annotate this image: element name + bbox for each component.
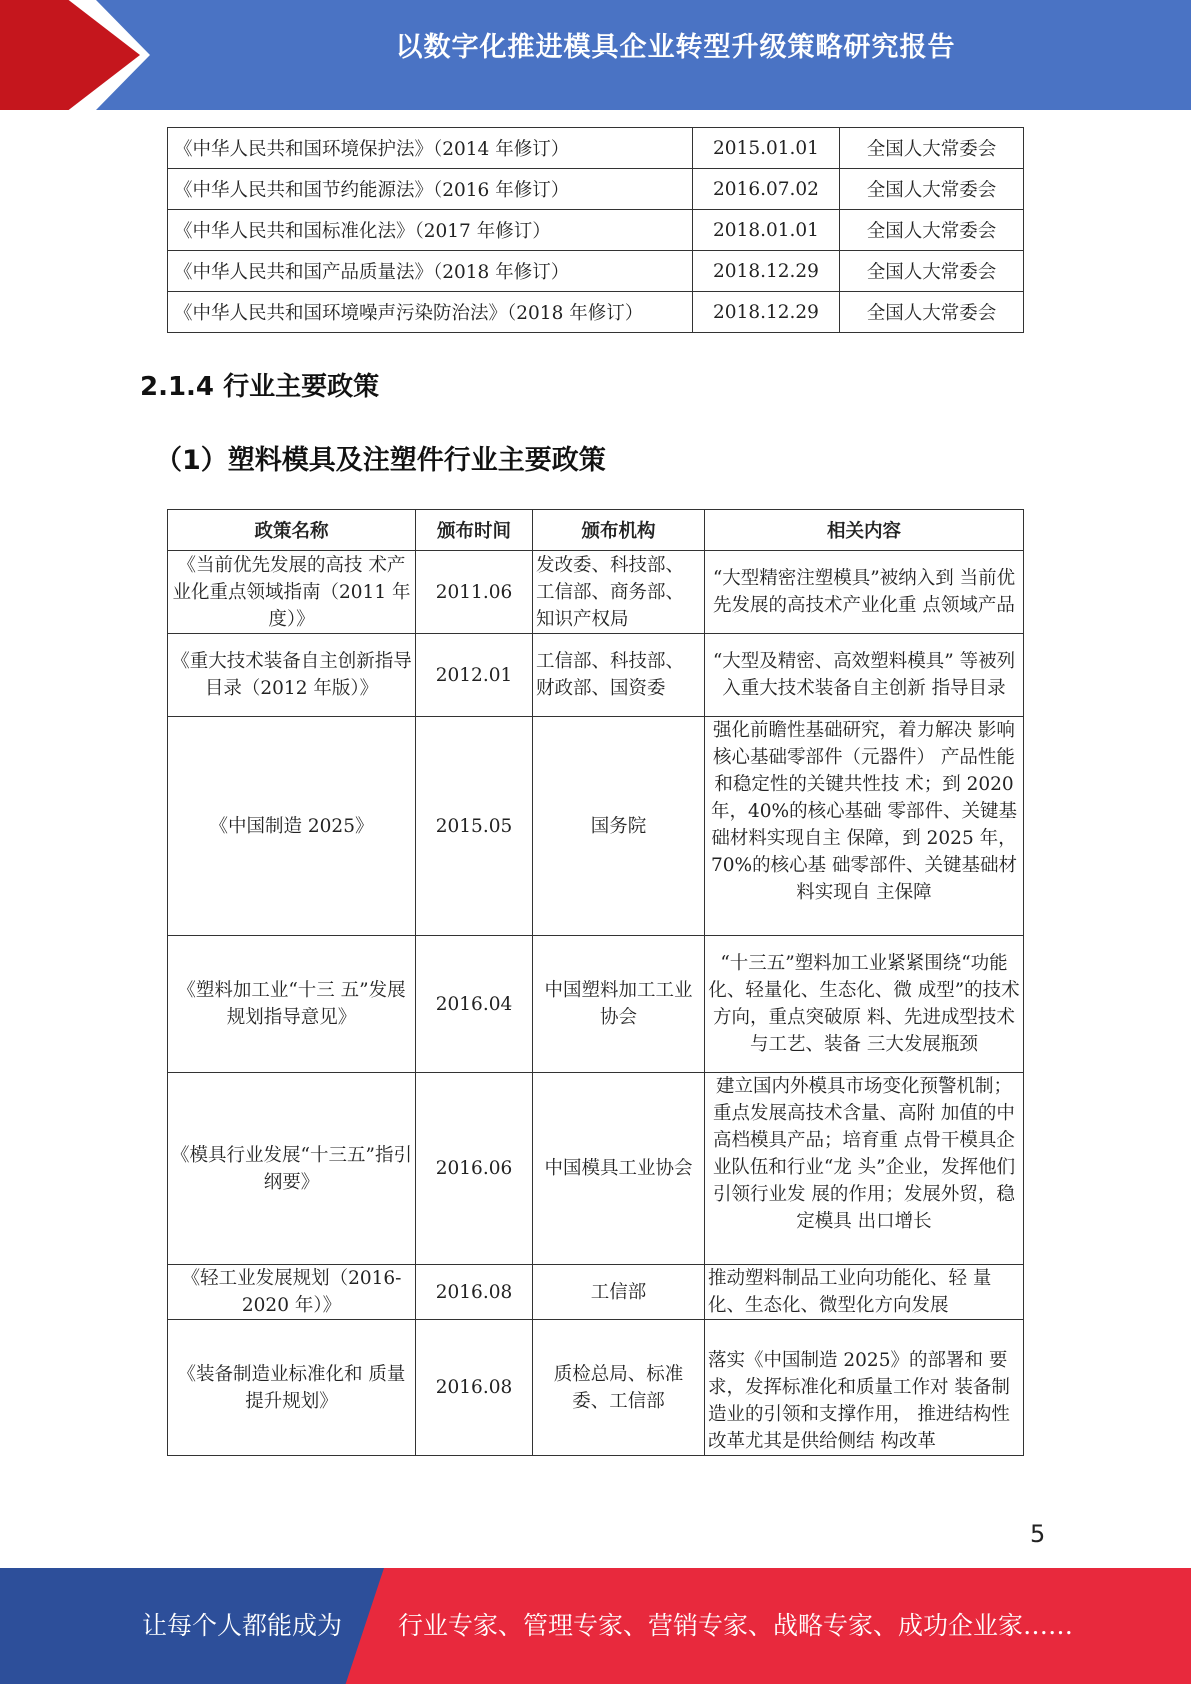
policy-time: 2016.08 [416, 1265, 533, 1320]
policy-time: 2016.04 [416, 936, 533, 1073]
policy-time: 2011.06 [416, 551, 533, 634]
section-heading: 2.1.4 行业主要政策 [140, 372, 380, 402]
policy-name: 《当前优先发展的高技 术产业化重点领域指南（2011 年度）》 [168, 551, 416, 634]
header-issuing-org: 颁布机构 [533, 510, 705, 551]
law-name: 《中华人民共和国环境保护法》（2014 年修订） [168, 128, 693, 169]
law-name: 《中华人民共和国产品质量法》（2018 年修订） [168, 251, 693, 292]
header-issue-time: 颁布时间 [416, 510, 533, 551]
policy-org: 质检总局、标准委、工信部 [533, 1320, 705, 1456]
policy-name: 《模具行业发展“十三五”指引纲要》 [168, 1073, 416, 1265]
law-date: 2018.12.29 [693, 292, 840, 333]
policy-content: “十三五”塑料加工业紧紧围绕“功能化、轻量化、生态化、微 成型”的技术方向，重点突破原 料、先进成型技术与工艺、装备 三大发展瓶颈 [705, 936, 1024, 1073]
law-name: 《中华人民共和国标准化法》（2017 年修订） [168, 210, 693, 251]
table-row [168, 936, 1024, 1073]
policy-name: 《轻工业发展规划（2016-2020 年）》 [168, 1265, 416, 1320]
table-header-row [168, 510, 1024, 551]
policy-org: 工信部 [533, 1265, 705, 1320]
policy-org: 中国模具工业协会 [533, 1073, 705, 1265]
law-date: 2015.01.01 [693, 128, 840, 169]
policy-org: 发改委、科技部、工信部、商务部、知识产权局 [533, 551, 705, 634]
header-arrow [0, 0, 140, 110]
policy-time: 2015.05 [416, 717, 533, 936]
table-row [168, 717, 1024, 936]
footer-slogan-right: 行业专家、管理专家、营销专家、战略专家、成功企业家…… [398, 1611, 1074, 1640]
table-row [168, 1073, 1024, 1265]
policy-org: 工信部、科技部、财政部、国资委 [533, 634, 705, 717]
table-row [168, 1320, 1024, 1456]
law-date: 2016.07.02 [693, 169, 840, 210]
page-header [0, 0, 1191, 110]
footer-slogan-left: 让每个人都能成为 [142, 1611, 343, 1640]
header-policy-name: 政策名称 [168, 510, 416, 551]
law-org: 全国人大常委会 [840, 128, 1024, 169]
page-footer [0, 1568, 1191, 1684]
page-number: 5 [1030, 1520, 1046, 1548]
policy-name: 《塑料加工业“十三 五”发展规划指导意见》 [168, 936, 416, 1073]
table-row [168, 210, 1024, 251]
policy-content: 强化前瞻性基础研究，着力解决 影响核心基础零部件（元器件） 产品性能和稳定性的关键共性技 术；到 2020 年，40%的核心基础 零部件、关键基础材料实现自主 保障，到 2025 年，70%的核心基 础零部件、关键基础材料实现自 主保障 [705, 717, 1024, 936]
table-row [168, 551, 1024, 634]
policy-time: 2016.06 [416, 1073, 533, 1265]
policy-content: 落实《中国制造 2025》的部署和 要求，发挥标准化和质量工作对 装备制造业的引领和支撑作用， 推进结构性改革尤其是供给侧结 构改革 [705, 1320, 1024, 1456]
policy-name: 《重大技术装备自主创新指导目录（2012 年版）》 [168, 634, 416, 717]
law-name: 《中华人民共和国环境噪声污染防治法》（2018 年修订） [168, 292, 693, 333]
policy-org: 中国塑料加工工业协会 [533, 936, 705, 1073]
policy-table [167, 509, 1024, 1456]
policy-name: 《装备制造业标准化和 质量提升规划》 [168, 1320, 416, 1456]
law-name: 《中华人民共和国节约能源法》（2016 年修订） [168, 169, 693, 210]
law-date: 2018.01.01 [693, 210, 840, 251]
table-row [168, 128, 1024, 169]
header-related-content: 相关内容 [705, 510, 1024, 551]
policy-content: 建立国内外模具市场变化预警机制；重点发展高技术含量、高附 加值的中高档模具产品；培育重 点骨干模具企业队伍和行业“龙 头”企业，发挥他们引领行业发 展的作用；发展外贸，稳定模具 出口增长 [705, 1073, 1024, 1265]
law-org: 全国人大常委会 [840, 292, 1024, 333]
policy-time: 2016.08 [416, 1320, 533, 1456]
table-row [168, 251, 1024, 292]
law-org: 全国人大常委会 [840, 169, 1024, 210]
policy-content: “大型及精密、高效塑料模具” 等被列入重大技术装备自主创新 指导目录 [705, 634, 1024, 717]
policy-time: 2012.01 [416, 634, 533, 717]
law-date: 2018.12.29 [693, 251, 840, 292]
subsection-heading: （1）塑料模具及注塑件行业主要政策 [155, 445, 606, 476]
table-row [168, 169, 1024, 210]
law-org: 全国人大常委会 [840, 251, 1024, 292]
table-row [168, 1265, 1024, 1320]
table-row [168, 634, 1024, 717]
policy-name: 《中国制造 2025》 [168, 717, 416, 936]
law-table [167, 127, 1024, 333]
policy-content: 推动塑料制品工业向功能化、轻 量化、生态化、微型化方向发展 [705, 1265, 1024, 1320]
report-title: 以数字化推进模具企业转型升级策略研究报告 [395, 32, 956, 63]
policy-content: “大型精密注塑模具”被纳入到 当前优先发展的高技术产业化重 点领域产品 [705, 551, 1024, 634]
law-org: 全国人大常委会 [840, 210, 1024, 251]
table-row [168, 292, 1024, 333]
policy-org: 国务院 [533, 717, 705, 936]
